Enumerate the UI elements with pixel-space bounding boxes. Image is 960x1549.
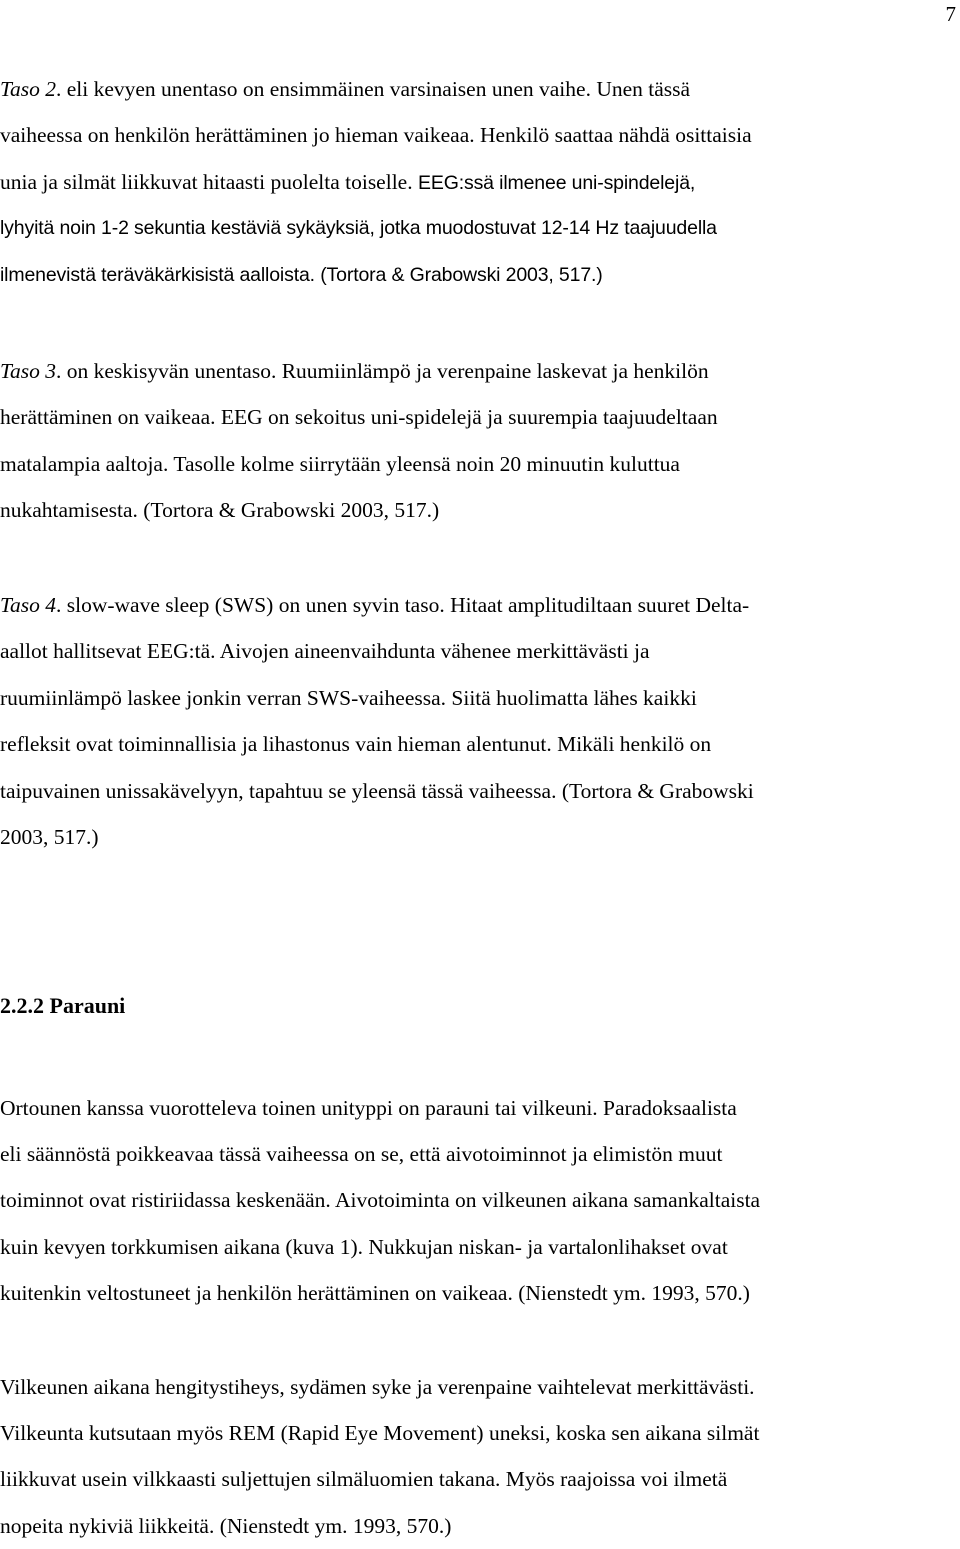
text-line: taipuvainen unissakävelyyn, tapahtuu se yleensä tässä vaiheessa. (Tortora & Grabowski	[0, 778, 754, 803]
text-line: Vilkeunta kutsutaan myös REM (Rapid Eye Movement) uneksi, koska sen aikana silmät	[0, 1421, 760, 1446]
section-heading: 2.2.2 Parauni	[0, 993, 126, 1018]
text-line: vaiheessa on henkilön herättäminen jo hieman vaikeaa. Henkilö saattaa nähdä osittaisia	[0, 123, 752, 148]
text-line: refleksit ovat toiminnallisia ja lihastonus vain hieman alentunut. Mikäli henkilö on	[0, 732, 712, 757]
text-line: kuin kevyen torkkumisen aikana (kuva 1). Nukkujan niskan- ja vartalonlihakset ovat	[0, 1234, 728, 1259]
text-line	[0, 66, 960, 112]
text-line: ilmenevistä teräväkärkisistä aalloista. (Tortora & Grabowski 2003, 517.)	[0, 263, 603, 286]
text-line: lyhyitä noin 1-2 sekuntia kestäviä sykäyksiä, jotka muodostuvat 12-14 Hz taajuudella	[0, 217, 717, 240]
text-line: ruumiinlämpö laskee jonkin verran SWS-vaiheessa. Siitä huolimatta lähes kaikki	[0, 685, 697, 710]
text-line: kuitenkin veltostuneet ja henkilön herättäminen on vaikeaa. (Nienstedt ym. 1993, 570.)	[0, 1280, 750, 1305]
text-line	[0, 348, 960, 394]
text-line: Ortounen kanssa vuorotteleva toinen unityppi on parauni tai vilkeuni. Paradoksaalista	[0, 1096, 737, 1120]
text-line: eli säännöstä poikkeavaa tässä vaiheessa on se, että aivotoiminnot ja elimistön muut	[0, 1142, 723, 1167]
paragraph-taso-4	[0, 582, 960, 860]
paragraph-vilkeuni	[0, 1364, 960, 1549]
paragraph-taso-3	[0, 348, 960, 534]
text-span: . slow-wave sleep (SWS) on unen syvin taso. Hitaat amplitudiltaan suuret Delta-	[55, 593, 750, 617]
text-span: . eli kevyen unentaso on ensimmäinen varsinaisen unen vaihe. Unen tässä	[55, 77, 691, 101]
stage-label: Taso 3	[0, 359, 56, 383]
text-line: 2003, 517.)	[0, 824, 99, 849]
text-line: liikkuvat usein vilkkaasti suljettujen silmäluomien takana. Myös raajoissa voi ilmetä	[0, 1467, 728, 1492]
text-line: Vilkeunen aikana hengitystiheys, sydämen syke ja verenpaine vaihtelevat merkittävästi.	[0, 1375, 755, 1399]
text-line: aallot hallitsevat EEG:tä. Aivojen aineenvaihdunta vähenee merkittävästi ja	[0, 639, 650, 664]
text-span: unia ja silmät liikkuvat hitaasti puolelta toiselle.	[0, 169, 418, 194]
stage-label: Taso 4	[0, 593, 56, 617]
paragraph-taso-2	[0, 66, 960, 298]
text-line	[0, 159, 960, 205]
paragraph-parauni	[0, 1085, 960, 1316]
text-span: . on keskisyvän unentaso. Ruumiinlämpö ja verenpaine laskevat ja henkilön	[55, 359, 709, 383]
page-number: 7	[945, 2, 956, 26]
text-line: nopeita nykiviä liikkeitä. (Nienstedt ym. 1993, 570.)	[0, 1513, 452, 1538]
text-line	[0, 582, 960, 628]
text-line: toiminnot ovat ristiriidassa keskenään. Aivotoiminta on vilkeunen aikana samankaltaista	[0, 1188, 761, 1213]
text-line: nukahtamisesta. (Tortora & Grabowski 2003, 517.)	[0, 498, 440, 523]
text-span: EEG:ssä ilmenee uni-spindelejä,	[417, 171, 696, 194]
stage-label: Taso 2	[0, 77, 56, 101]
text-line: matalampia aaltoja. Tasolle kolme siirrytään yleensä noin 20 minuutin kuluttua	[0, 451, 680, 476]
text-line: herättäminen on vaikeaa. EEG on sekoitus uni-spidelejä ja suurempia taajuudeltaan	[0, 405, 718, 430]
